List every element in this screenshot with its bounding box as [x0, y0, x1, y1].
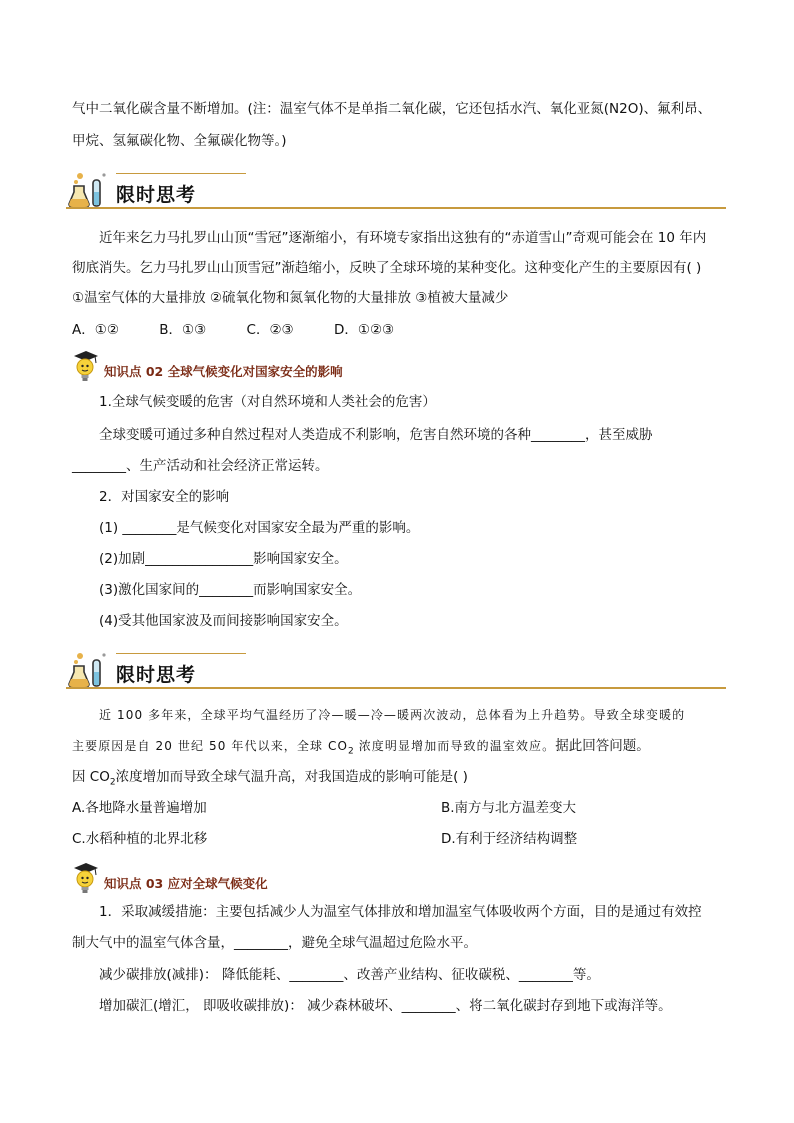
kp02-paragraph-1: 1.全球气候变暖的危害（对自然环境和人类社会的危害） — [99, 394, 436, 410]
knowledge-point-title: 知识点 02 全球气候变化对国家安全的影响 — [104, 364, 343, 379]
graduate-bulb-icon — [72, 862, 100, 896]
lab-flask-icon — [66, 646, 110, 690]
section-header-thinking-2 — [66, 646, 726, 690]
section2-option-b[interactable]: B.南方与北方温差变大 — [441, 800, 577, 816]
section2-option-c[interactable]: C.水稻种植的北界北移 — [72, 831, 208, 847]
answer-options — [72, 320, 394, 340]
graduate-bulb-icon — [72, 350, 100, 384]
kp03-paragraph-3: 增加碳汇(增汇， 即吸收碳排放)： 减少森林破坏、________、将二氧化碳封存到地下或海洋等。 — [99, 998, 672, 1014]
kp02-paragraph-2-line-2: ________、生产活动和社会经济正常运转。 — [72, 458, 329, 474]
kp03-paragraph-1-line-2: 制大气中的温室气体含量，________，避免全球气温超过危险水平。 — [72, 935, 477, 951]
question-line-2: 彻底消失。乞力马扎罗山山顶雪冠”渐趋缩小，反映了全球环境的某种变化。这种变化产生的主要原因有( ) — [72, 260, 702, 276]
kp02-item-4: (4)受其他国家波及而间接影响国家安全。 — [99, 613, 348, 629]
knowledge-point-02-header — [72, 350, 472, 384]
lab-flask-icon — [66, 166, 110, 210]
knowledge-point-title: 知识点 03 应对全球气候变化 — [104, 876, 268, 891]
section-header-thinking-1 — [66, 166, 726, 210]
answer-a[interactable]: A．①② — [72, 322, 119, 338]
section-title: 限时思考 — [116, 184, 197, 206]
kp02-paragraph-2-line-1: 全球变暖可通过多种自然过程对人类造成不利影响，危害自然环境的各种________，甚至威胁 — [99, 427, 653, 443]
knowledge-point-03-header — [72, 862, 472, 896]
section-title: 限时思考 — [116, 664, 197, 686]
section2-paragraph-line-2: 主要原因是自 20 世纪 50 年代以来，全球 $CO_2$ 浓度明显增加而导致的温室效应。据此回答问题。 — [72, 738, 650, 757]
section2-option-d[interactable]: D.有利于经济结构调整 — [441, 831, 578, 847]
intro-line-1: 气中二氧化碳含量不断增加。(注：温室气体不是单指二氧化碳，它还包括水汽、氧化亚氮(N2O)、氟利昂、 — [72, 101, 712, 117]
section2-paragraph-line-1: 近 100 多年来，全球平均气温经历了冷—暖—冷—暖两次波动，总体看为上升趋势。导致全球变暖的 — [99, 708, 686, 722]
question-line-1: 近年来乞力马扎罗山山顶“雪冠”逐渐缩小，有环境专家指出这独有的“赤道雪山”奇观可能会在 10 年内 — [99, 230, 707, 246]
intro-line-2: 甲烷、氢氟碳化物、全氟碳化物等。) — [72, 133, 287, 149]
kp02-item-1: (1) ________是气候变化对国家安全最为严重的影响。 — [99, 520, 420, 536]
answer-c[interactable]: C．②③ — [246, 322, 294, 338]
answer-b[interactable]: B．①③ — [159, 322, 207, 338]
answer-d[interactable]: D．①②③ — [333, 322, 395, 338]
kp03-paragraph-1-line-1: 1．采取减缓措施：主要包括减少人为温室气体排放和增加温室气体吸收两个方面，目的是通过有效控 — [99, 904, 702, 920]
section2-option-a[interactable]: A.各地降水量普遍增加 — [72, 800, 207, 816]
kp03-paragraph-2: 减少碳排放(减排)： 降低能耗、________、改善产业结构、征收碳税、________等。 — [99, 967, 600, 983]
kp02-item-3: (3)激化国家间的________而影响国家安全。 — [99, 582, 362, 598]
question-options-line: ①温室气体的大量排放 ②硫氧化物和氮氧化物的大量排放 ③植被大量减少 — [72, 290, 509, 306]
kp02-item-2: (2)加剧________________影响国家安全。 — [99, 551, 348, 567]
kp02-paragraph-3: 2．对国家安全的影响 — [99, 489, 230, 505]
section2-question: 因 $CO_2$浓度增加而导致全球气温升高，对我国造成的影响可能是( ) — [72, 769, 468, 788]
